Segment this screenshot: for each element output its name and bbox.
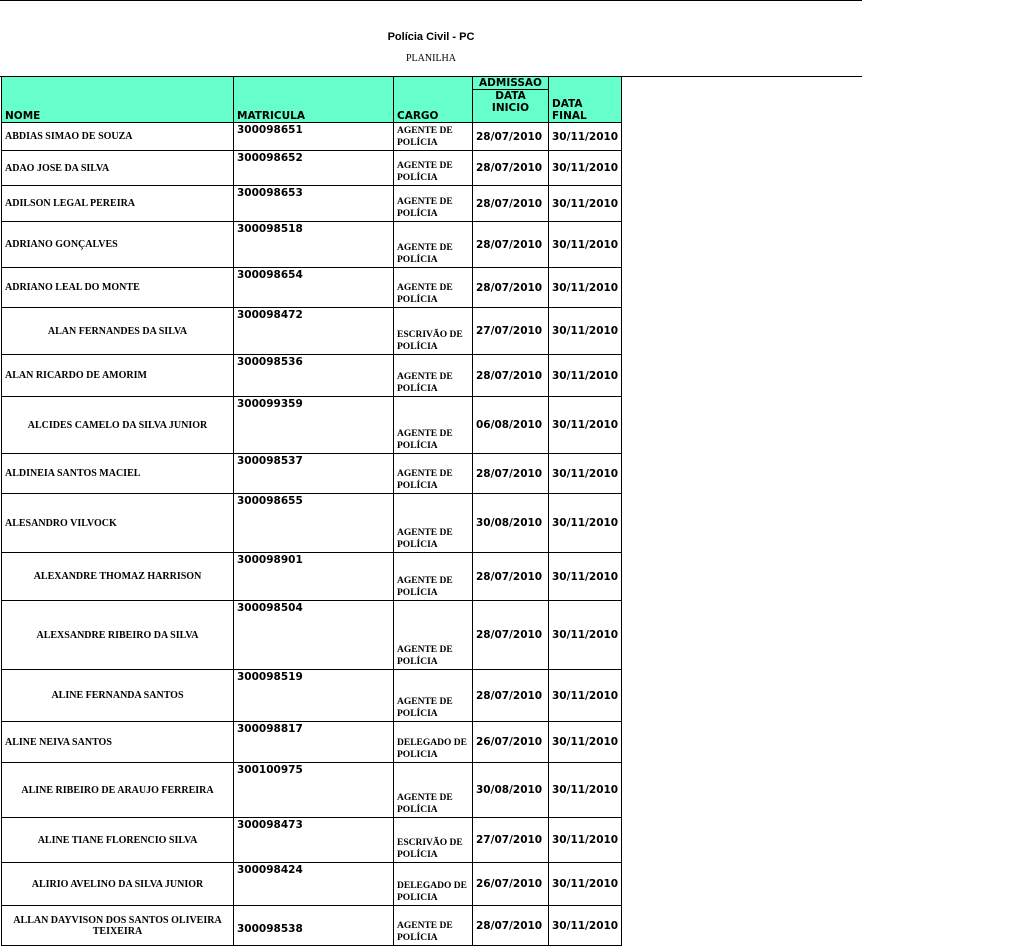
cell-cargo: AGENTE DE POLÍCIA	[394, 601, 473, 670]
table-row	[2, 308, 622, 355]
table-row	[2, 670, 622, 722]
cell-data-inicio: 27/07/2010	[473, 308, 549, 355]
cell-nome: ALINE TIANE FLORENCIO SILVA	[2, 818, 234, 863]
cell-nome: ALIRIO AVELINO DA SILVA JUNIOR	[2, 863, 234, 906]
cell-data-inicio: 28/07/2010	[473, 123, 549, 151]
table-row	[2, 818, 622, 863]
cell-nome: ABDIAS SIMAO DE SOUZA	[2, 123, 234, 151]
cell-cargo: AGENTE DE POLÍCIA	[394, 222, 473, 268]
cell-cargo: AGENTE DE POLÍCIA	[394, 123, 473, 151]
cell-nome: ADRIANO LEAL DO MONTE	[2, 268, 234, 308]
cell-matricula: 300098536	[234, 355, 394, 397]
cell-matricula: 300098901	[234, 553, 394, 601]
cell-data-final: 30/11/2010	[549, 722, 622, 763]
table-row	[2, 397, 622, 454]
cell-data-inicio: 28/07/2010	[473, 553, 549, 601]
cell-data-inicio: 28/07/2010	[473, 355, 549, 397]
cell-nome: ALINE NEIVA SANTOS	[2, 722, 234, 763]
table-row	[2, 601, 622, 670]
cell-cargo: AGENTE DE POLÍCIA	[394, 454, 473, 494]
column-header-data-inicio: DATA INICIO	[473, 90, 549, 123]
staff-table	[1, 76, 622, 946]
cell-cargo: DELEGADO DE POLICIA	[394, 863, 473, 906]
cell-nome: ALINE RIBEIRO DE ARAUJO FERREIRA	[2, 763, 234, 818]
cell-data-final: 30/11/2010	[549, 553, 622, 601]
cell-data-inicio: 30/08/2010	[473, 763, 549, 818]
cell-matricula: 300098651	[234, 123, 394, 151]
table-row	[2, 355, 622, 397]
cell-matricula: 300098652	[234, 151, 394, 186]
cell-data-final: 30/11/2010	[549, 308, 622, 355]
cell-data-inicio: 06/08/2010	[473, 397, 549, 454]
cell-matricula: 300098817	[234, 722, 394, 763]
table-row	[2, 454, 622, 494]
cell-nome: ALEXANDRE THOMAZ HARRISON	[2, 553, 234, 601]
cell-data-final: 30/11/2010	[549, 818, 622, 863]
cell-matricula: 300098653	[234, 186, 394, 222]
cell-data-inicio: 28/07/2010	[473, 601, 549, 670]
cell-matricula: 300098538	[234, 906, 394, 946]
cell-data-final: 30/11/2010	[549, 906, 622, 946]
cell-matricula: 300098655	[234, 494, 394, 553]
cell-data-inicio: 28/07/2010	[473, 454, 549, 494]
column-header-cargo: CARGO	[394, 77, 473, 123]
cell-data-final: 30/11/2010	[549, 454, 622, 494]
cell-data-final: 30/11/2010	[549, 268, 622, 308]
cell-cargo: AGENTE DE POLÍCIA	[394, 553, 473, 601]
cell-data-inicio: 28/07/2010	[473, 186, 549, 222]
cell-nome: ADILSON LEGAL PEREIRA	[2, 186, 234, 222]
cell-cargo: AGENTE DE POLÍCIA	[394, 151, 473, 186]
cell-nome: ALCIDES CAMELO DA SILVA JUNIOR	[2, 397, 234, 454]
organization-title: Polícia Civil - PC	[387, 31, 475, 43]
cell-nome: ALLAN DAYVISON DOS SANTOS OLIVEIRA TEIXEIRA	[2, 906, 234, 946]
cell-data-inicio: 27/07/2010	[473, 818, 549, 863]
cell-cargo: AGENTE DE POLÍCIA	[394, 906, 473, 946]
column-header-nome: NOME	[2, 77, 234, 123]
cell-cargo: AGENTE DE POLÍCIA	[394, 763, 473, 818]
table-row	[2, 123, 622, 151]
cell-cargo: DELEGADO DE POLICIA	[394, 722, 473, 763]
cell-matricula: 300098518	[234, 222, 394, 268]
cell-nome: ALINE FERNANDA SANTOS	[2, 670, 234, 722]
cell-cargo: ESCRIVÃO DE POLÍCIA	[394, 308, 473, 355]
table-row	[2, 722, 622, 763]
cell-data-final: 30/11/2010	[549, 494, 622, 553]
cell-matricula: 300098654	[234, 268, 394, 308]
table-row	[2, 151, 622, 186]
cell-nome: ALAN RICARDO DE AMORIM	[2, 355, 234, 397]
cell-data-final: 30/11/2010	[549, 601, 622, 670]
cell-data-final: 30/11/2010	[549, 763, 622, 818]
table-row	[2, 222, 622, 268]
cell-matricula: 300098519	[234, 670, 394, 722]
table-row	[2, 763, 622, 818]
cell-data-inicio: 30/08/2010	[473, 494, 549, 553]
cell-cargo: AGENTE DE POLÍCIA	[394, 397, 473, 454]
cell-matricula: 300098473	[234, 818, 394, 863]
cell-cargo: AGENTE DE POLÍCIA	[394, 670, 473, 722]
table-body	[2, 123, 622, 946]
cell-cargo: AGENTE DE POLÍCIA	[394, 355, 473, 397]
table-row	[2, 906, 622, 946]
cell-data-final: 30/11/2010	[549, 123, 622, 151]
cell-data-inicio: 28/07/2010	[473, 222, 549, 268]
table-row	[2, 186, 622, 222]
cell-data-inicio: 28/07/2010	[473, 151, 549, 186]
cell-data-final: 30/11/2010	[549, 355, 622, 397]
cell-cargo: AGENTE DE POLÍCIA	[394, 268, 473, 308]
cell-nome: ALAN FERNANDES DA SILVA	[2, 308, 234, 355]
table-row	[2, 268, 622, 308]
cell-cargo: AGENTE DE POLÍCIA	[394, 494, 473, 553]
cell-data-final: 30/11/2010	[549, 863, 622, 906]
table-row	[2, 494, 622, 553]
cell-nome: ADAO JOSE DA SILVA	[2, 151, 234, 186]
cell-cargo: ESCRIVÃO DE POLÍCIA	[394, 818, 473, 863]
cell-data-final: 30/11/2010	[549, 397, 622, 454]
cell-data-final: 30/11/2010	[549, 186, 622, 222]
column-header-matricula: MATRICULA	[234, 77, 394, 123]
cell-data-inicio: 28/07/2010	[473, 268, 549, 308]
cell-matricula: 300099359	[234, 397, 394, 454]
cell-data-inicio: 26/07/2010	[473, 722, 549, 763]
table-row	[2, 863, 622, 906]
cell-cargo: AGENTE DE POLÍCIA	[394, 186, 473, 222]
cell-data-inicio: 26/07/2010	[473, 863, 549, 906]
cell-nome: ADRIANO GONÇALVES	[2, 222, 234, 268]
sheet-title: PLANILHA	[406, 53, 456, 64]
cell-data-final: 30/11/2010	[549, 222, 622, 268]
table-row	[2, 553, 622, 601]
cell-nome: ALDINEIA SANTOS MACIEL	[2, 454, 234, 494]
cell-nome: ALESANDRO VILVOCK	[2, 494, 234, 553]
cell-matricula: 300098472	[234, 308, 394, 355]
cell-matricula: 300100975	[234, 763, 394, 818]
cell-data-final: 30/11/2010	[549, 151, 622, 186]
column-header-admissao: ADMISSAO	[473, 77, 549, 90]
cell-matricula: 300098504	[234, 601, 394, 670]
cell-matricula: 300098424	[234, 863, 394, 906]
cell-nome: ALEXSANDRE RIBEIRO DA SILVA	[2, 601, 234, 670]
top-rule	[0, 0, 862, 1]
cell-data-inicio: 28/07/2010	[473, 906, 549, 946]
cell-matricula: 300098537	[234, 454, 394, 494]
cell-data-final: 30/11/2010	[549, 670, 622, 722]
column-header-data-final: DATA FINAL	[549, 77, 622, 123]
cell-data-inicio: 28/07/2010	[473, 670, 549, 722]
